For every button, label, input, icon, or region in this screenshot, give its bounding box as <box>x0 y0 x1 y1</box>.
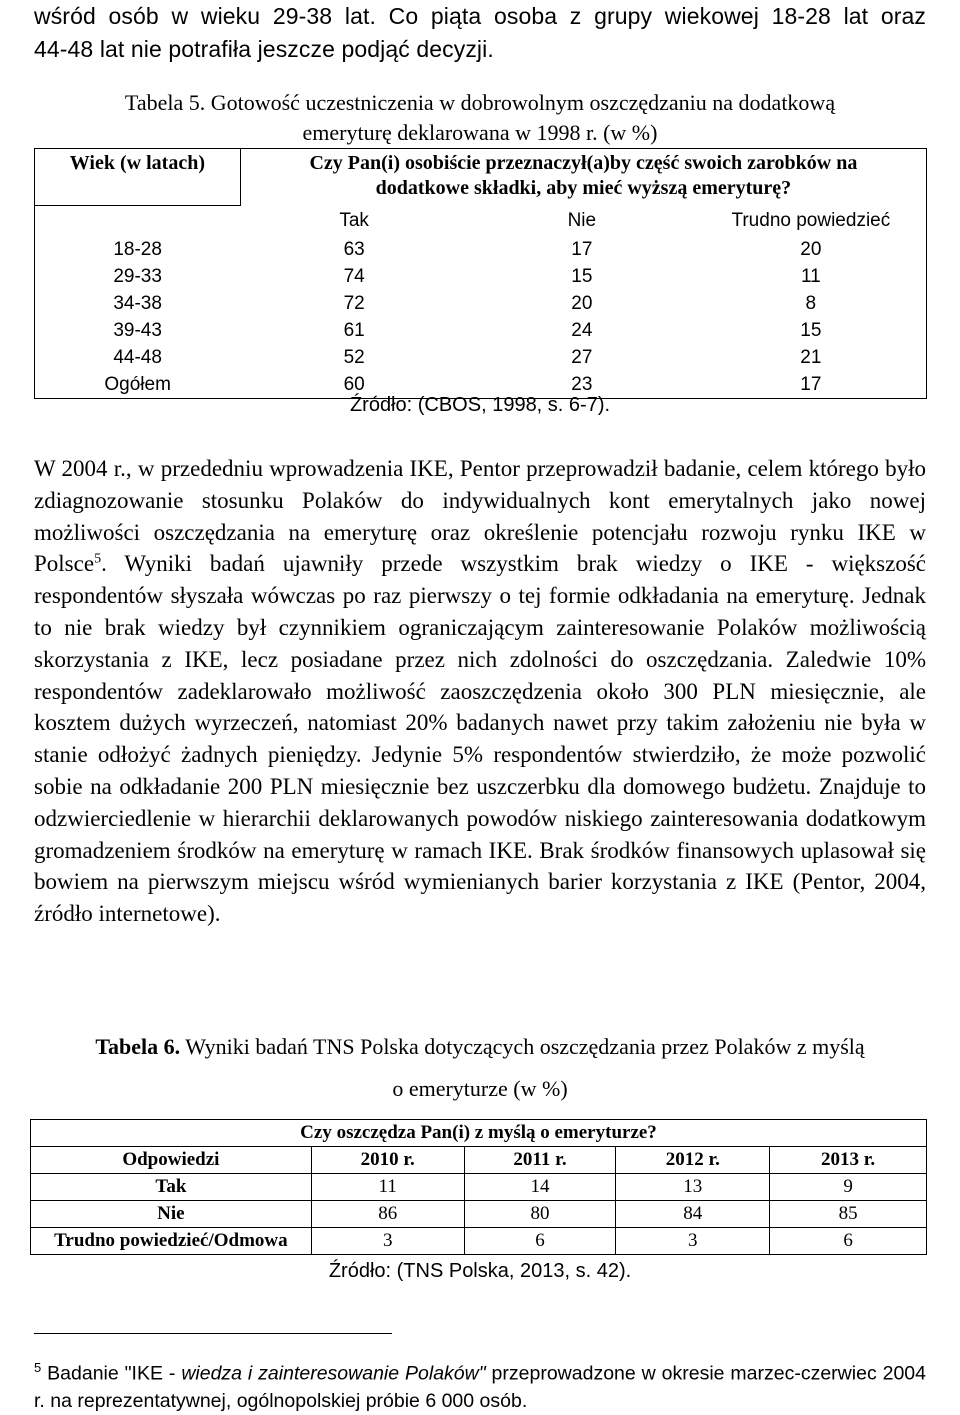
table5-row-label: 39-43 <box>35 317 241 344</box>
table6-header-2010: 2010 r. <box>311 1147 464 1174</box>
table5-source: Źródło: (CBOS, 1998, s. 6-7). <box>349 394 611 416</box>
footnote-text-before: Badanie "IKE - <box>41 1362 182 1385</box>
table5-cell: 74 <box>343 265 365 287</box>
footnote-text-after: przeprowadzone w okresie marzec-czerwiec 2004 r. na reprezentatywnej, ogólnopolskiej próbie 6 000 osób. <box>34 1362 926 1412</box>
table5-cell: 20 <box>571 292 593 314</box>
table6-header-answers: Odpowiedzi <box>31 1147 312 1174</box>
table6-row-label: Trudno powiedzieć/Odmowa <box>31 1228 312 1255</box>
intro-line-1: wśród osób w wieku 29-38 lat. Co piąta osoba z grupy wiekowej 18-28 lat oraz <box>34 3 926 29</box>
table5-row-label: 44-48 <box>35 344 241 371</box>
table6-cell: 86 <box>311 1201 464 1228</box>
footnote-italic: wiedza i zainteresowanie Polaków" <box>181 1362 486 1385</box>
table5-caption-line2: emeryturę deklarowana w 1998 r. (w %) <box>302 120 658 145</box>
table-row <box>35 236 927 263</box>
table5-empty-cell <box>35 206 241 237</box>
table-row <box>35 317 927 344</box>
table6-caption-line2: o emeryturze (w %) <box>392 1076 568 1101</box>
table6-cell: 3 <box>311 1228 464 1255</box>
table5-cell: 21 <box>696 344 927 371</box>
table5-cell: 72 <box>343 292 365 314</box>
table6-cell: 14 <box>464 1174 616 1201</box>
table-row <box>31 1201 927 1228</box>
table6-row-label: Tak <box>31 1174 312 1201</box>
table6-cell: 3 <box>616 1228 770 1255</box>
table6-caption-text: Wyniki badań TNS Polska dotyczących oszczędzania przez Polaków z myślą <box>185 1034 865 1059</box>
table6-cell: 9 <box>770 1174 927 1201</box>
paragraph-text-part2: . Wyniki badań ujawniły przede wszystkim brak wiedzy o IKE - większość respondentów słyszała wówczas po raz pierwszy o tej formie odkładania na emeryturę. Jednak to nie brak wiedzy był czynnikiem ograniczającym zainteresowanie Polaków możliwością skorzystania z IKE, lecz posiadane przez nich zdolności do oszczędzania. Zaledwie 10% respondentów zadeklarowało możliwość zaoszczędzenia około 300 PLN miesięcznie, ale kosztem dużych wyrzeczeń, natomiast 20% badanych nawet przy takim założeniu nie była w stanie odłożyć żadnych pieniędzy. Jedynie 5% respondentów stwierdziło, że może pozwolić sobie na odkładanie 200 PLN miesięcznie bez uszczerbku dla domowego budżetu. Znajduje to odzwierciedlenie w hierarchii deklarowanych powodów niskiego zainteresowania dodatkowym gromadzeniem środków na emeryturę w ramach IKE. Brak środków finansowych uplasował się bowiem na pierwszym miejscu wśród wymienianych barier korzystania z IKE (Pentor, 2004, źródło internetowe). <box>34 551 926 927</box>
table5-cell: 8 <box>696 290 927 317</box>
table5-caption-line1: Tabela 5. Gotowość uczestniczenia w dobrowolnym oszczędzaniu na dodatkową <box>124 90 836 115</box>
table6-question: Czy oszczędza Pan(i) z myślą o emeryturze? <box>31 1120 927 1147</box>
paragraph-text-part1: W 2004 r., w przededniu wprowadzenia IKE, Pentor przeprowadził badanie, celem którego było zdiagnozowanie stosunku Polaków do indywidualnych kont emerytalnych jako nowej możliwości oszczędzania na emeryturę oraz określenie potencjału rozwoju rynku IKE w Polsce <box>34 456 926 577</box>
table6-caption <box>34 1032 926 1104</box>
table5-question-header <box>240 149 926 206</box>
table6-cell: 13 <box>616 1174 770 1201</box>
table5-cell: 60 <box>240 371 468 399</box>
table5-caption <box>34 88 926 148</box>
table5-cell: 15 <box>696 317 927 344</box>
table6-cell: 11 <box>311 1174 464 1201</box>
table6-row-label: Nie <box>31 1201 312 1228</box>
intro-text <box>34 0 926 66</box>
table6 <box>30 1119 927 1255</box>
table6-cell: 85 <box>770 1201 927 1228</box>
table5-cell: 17 <box>696 371 927 399</box>
table5-row-label: Ogółem <box>35 371 241 399</box>
table5-row-label: 34-38 <box>35 290 241 317</box>
table6-cell: 84 <box>616 1201 770 1228</box>
table-row <box>35 290 927 317</box>
table6-header-2011: 2011 r. <box>464 1147 616 1174</box>
table6-cell: 6 <box>464 1228 616 1255</box>
footnote-ref: 5 <box>94 551 102 567</box>
table6-header-2012: 2012 r. <box>616 1147 770 1174</box>
table5-age-header: Wiek (w latach) <box>35 149 241 206</box>
table-row <box>35 263 927 290</box>
table5-row-label: 18-28 <box>35 236 241 263</box>
table6-header-2013: 2013 r. <box>770 1147 927 1174</box>
footnote-number: 5 <box>34 1360 42 1375</box>
table5-col-tak: Tak <box>339 209 369 231</box>
table5-row-label: 29-33 <box>35 263 241 290</box>
table5-cell: 24 <box>571 319 593 341</box>
table5-col-trudno: Trudno powiedzieć <box>696 206 927 237</box>
table5-question-line1: Czy Pan(i) osobiście przeznaczył(a)by część swoich zarobków na <box>309 152 858 174</box>
table5-cell: 52 <box>343 346 365 368</box>
table6-caption-label: Tabela 6. <box>95 1034 181 1059</box>
table6-source: Źródło: (TNS Polska, 2013, s. 42). <box>328 1260 632 1282</box>
body-paragraph <box>34 453 926 930</box>
table5-cell: 11 <box>696 263 927 290</box>
table-row <box>35 344 927 371</box>
table-row <box>31 1174 927 1201</box>
table-row <box>31 1228 927 1255</box>
table5-cell: 61 <box>343 319 365 341</box>
table5-cell: 17 <box>571 238 593 260</box>
footnote <box>34 1354 926 1415</box>
footnote-divider <box>34 1333 392 1334</box>
intro-line-2: 44-48 lat nie potrafiła jeszcze podjąć decyzji. <box>34 36 494 62</box>
table6-cell: 80 <box>464 1201 616 1228</box>
table5-col-nie: Nie <box>567 209 597 231</box>
table5-cell: 15 <box>571 265 593 287</box>
table5 <box>34 148 927 399</box>
table5-cell: 23 <box>468 371 696 399</box>
table5-question-line2: dodatkowe składki, aby mieć wyższą emeryturę? <box>375 177 792 199</box>
table6-cell: 6 <box>770 1228 927 1255</box>
table5-cell: 27 <box>571 346 593 368</box>
table5-cell: 20 <box>696 236 927 263</box>
table5-cell: 63 <box>343 238 365 260</box>
